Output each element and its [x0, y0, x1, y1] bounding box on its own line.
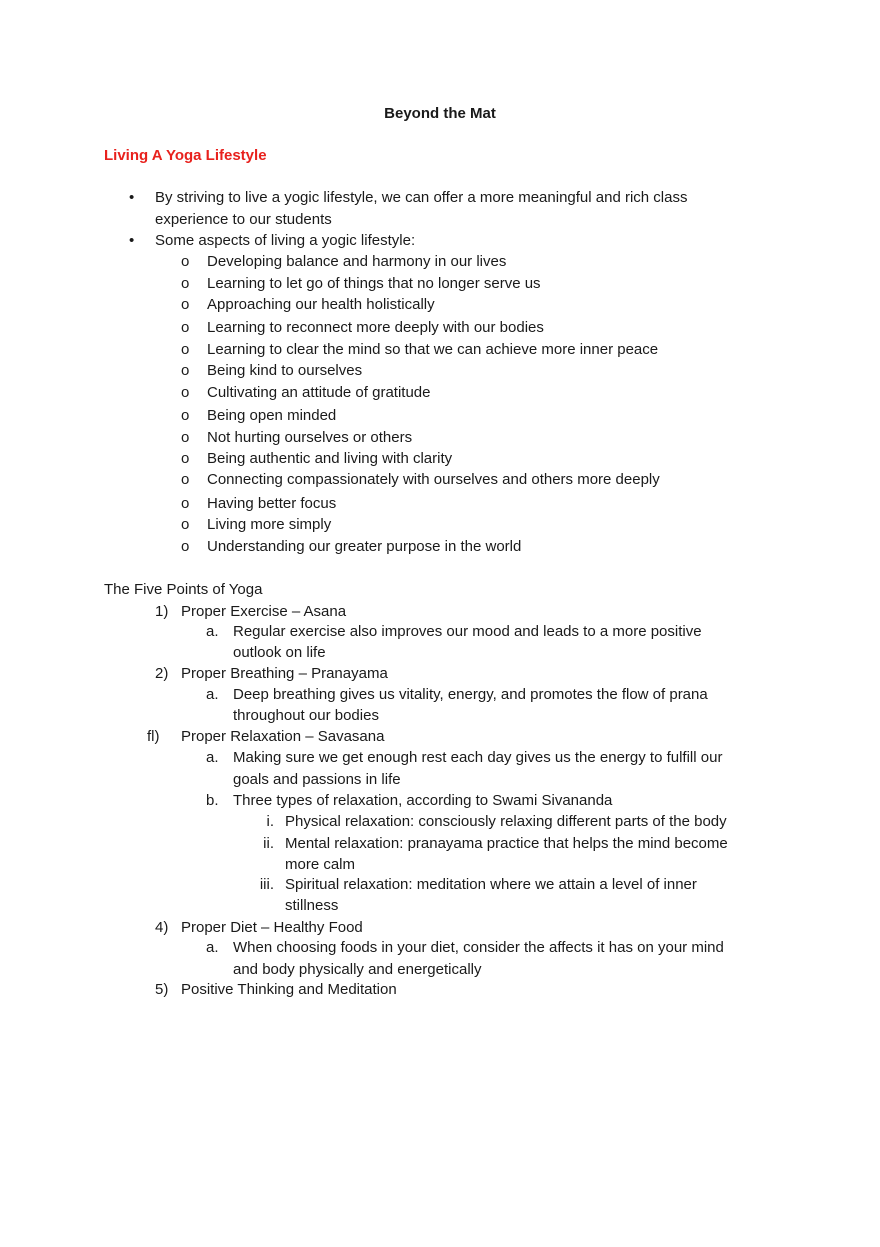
- list-item: Learning to reconnect more deeply with our bodies: [207, 319, 544, 336]
- point-detail-continued: throughout our bodies: [233, 707, 379, 724]
- section-heading-five-points: The Five Points of Yoga: [104, 581, 263, 598]
- point-title: Proper Diet – Healthy Food: [181, 919, 363, 936]
- point-detail: Making sure we get enough rest each day gives us the energy to fulfill our: [233, 749, 723, 766]
- sub-bullet-marker: o: [181, 407, 190, 424]
- sub-bullet-marker: o: [181, 516, 190, 533]
- point-title: Proper Breathing – Pranayama: [181, 665, 388, 682]
- sub-bullet-marker: o: [181, 362, 190, 379]
- list-item: Approaching our health holistically: [207, 296, 435, 313]
- list-item: Cultivating an attitude of gratitude: [207, 384, 431, 401]
- bullet-text-continued: experience to our students: [155, 211, 332, 228]
- list-item: Being kind to ourselves: [207, 362, 363, 379]
- list-letter: a.: [206, 686, 219, 703]
- list-item: Learning to let go of things that no longer serve us: [207, 275, 541, 292]
- list-item: Connecting compassionately with ourselves and others more deeply: [207, 471, 660, 488]
- point-title: Positive Thinking and Meditation: [181, 981, 397, 998]
- sub-bullet-marker: o: [181, 471, 190, 488]
- point-detail-continued: and body physically and energetically: [233, 961, 482, 978]
- sub-bullet-marker: o: [181, 253, 190, 270]
- point-detail: Three types of relaxation, according to Swami Sivananda: [233, 792, 613, 809]
- point-detail: Deep breathing gives us vitality, energy, and promotes the flow of prana: [233, 686, 708, 703]
- point-title: Proper Relaxation – Savasana: [181, 728, 385, 745]
- list-letter: a.: [206, 939, 219, 956]
- list-number: 2): [155, 665, 169, 682]
- sub-bullet-marker: o: [181, 275, 190, 292]
- point-detail-continued: goals and passions in life: [233, 771, 401, 788]
- relaxation-type-continued: more calm: [285, 856, 356, 873]
- list-roman: ii.: [263, 835, 274, 852]
- sub-bullet-marker: o: [181, 538, 190, 555]
- point-detail: Regular exercise also improves our mood and leads to a more positive: [233, 623, 702, 640]
- relaxation-type-continued: stillness: [285, 897, 339, 914]
- sub-bullet-marker: o: [181, 384, 190, 401]
- list-item: Understanding our greater purpose in the world: [207, 538, 522, 555]
- sub-bullet-marker: o: [181, 341, 190, 358]
- list-number: 1): [155, 603, 169, 620]
- list-roman: i.: [266, 813, 274, 830]
- sub-bullet-marker: o: [181, 319, 190, 336]
- list-letter: a.: [206, 623, 219, 640]
- relaxation-type: Spiritual relaxation: meditation where we attain a level of inner: [285, 876, 697, 893]
- sub-bullet-marker: o: [181, 429, 190, 446]
- relaxation-type: Mental relaxation: pranayama practice that helps the mind become: [285, 835, 728, 852]
- list-letter: b.: [206, 792, 219, 809]
- document-title: Beyond the Mat: [384, 105, 496, 122]
- list-item: Being authentic and living with clarity: [207, 450, 453, 467]
- section-heading-yoga-lifestyle: Living A Yoga Lifestyle: [104, 147, 267, 164]
- list-item: Learning to clear the mind so that we can achieve more inner peace: [207, 341, 659, 358]
- sub-bullet-marker: o: [181, 495, 190, 512]
- list-number: fl): [147, 728, 160, 745]
- list-item: Having better focus: [207, 495, 337, 512]
- point-detail-continued: outlook on life: [233, 644, 326, 661]
- list-item: Living more simply: [207, 516, 332, 533]
- point-detail: When choosing foods in your diet, consider the affects it has on your mind: [233, 939, 724, 956]
- list-letter: a.: [206, 749, 219, 766]
- list-number: 5): [155, 981, 169, 998]
- list-item: Not hurting ourselves or others: [207, 429, 413, 446]
- sub-bullet-marker: o: [181, 450, 190, 467]
- bullet-marker: •: [129, 189, 135, 206]
- bullet-text: By striving to live a yogic lifestyle, we can offer a more meaningful and rich class: [155, 189, 688, 206]
- sub-bullet-marker: o: [181, 296, 190, 313]
- bullet-marker: •: [129, 232, 135, 249]
- list-number: 4): [155, 919, 169, 936]
- bullet-text: Some aspects of living a yogic lifestyle:: [155, 232, 416, 249]
- list-item: Developing balance and harmony in our lives: [207, 253, 507, 270]
- point-title: Proper Exercise – Asana: [181, 603, 347, 620]
- relaxation-type: Physical relaxation: consciously relaxing different parts of the body: [285, 813, 727, 830]
- list-roman: iii.: [259, 876, 274, 893]
- list-item: Being open minded: [207, 407, 337, 424]
